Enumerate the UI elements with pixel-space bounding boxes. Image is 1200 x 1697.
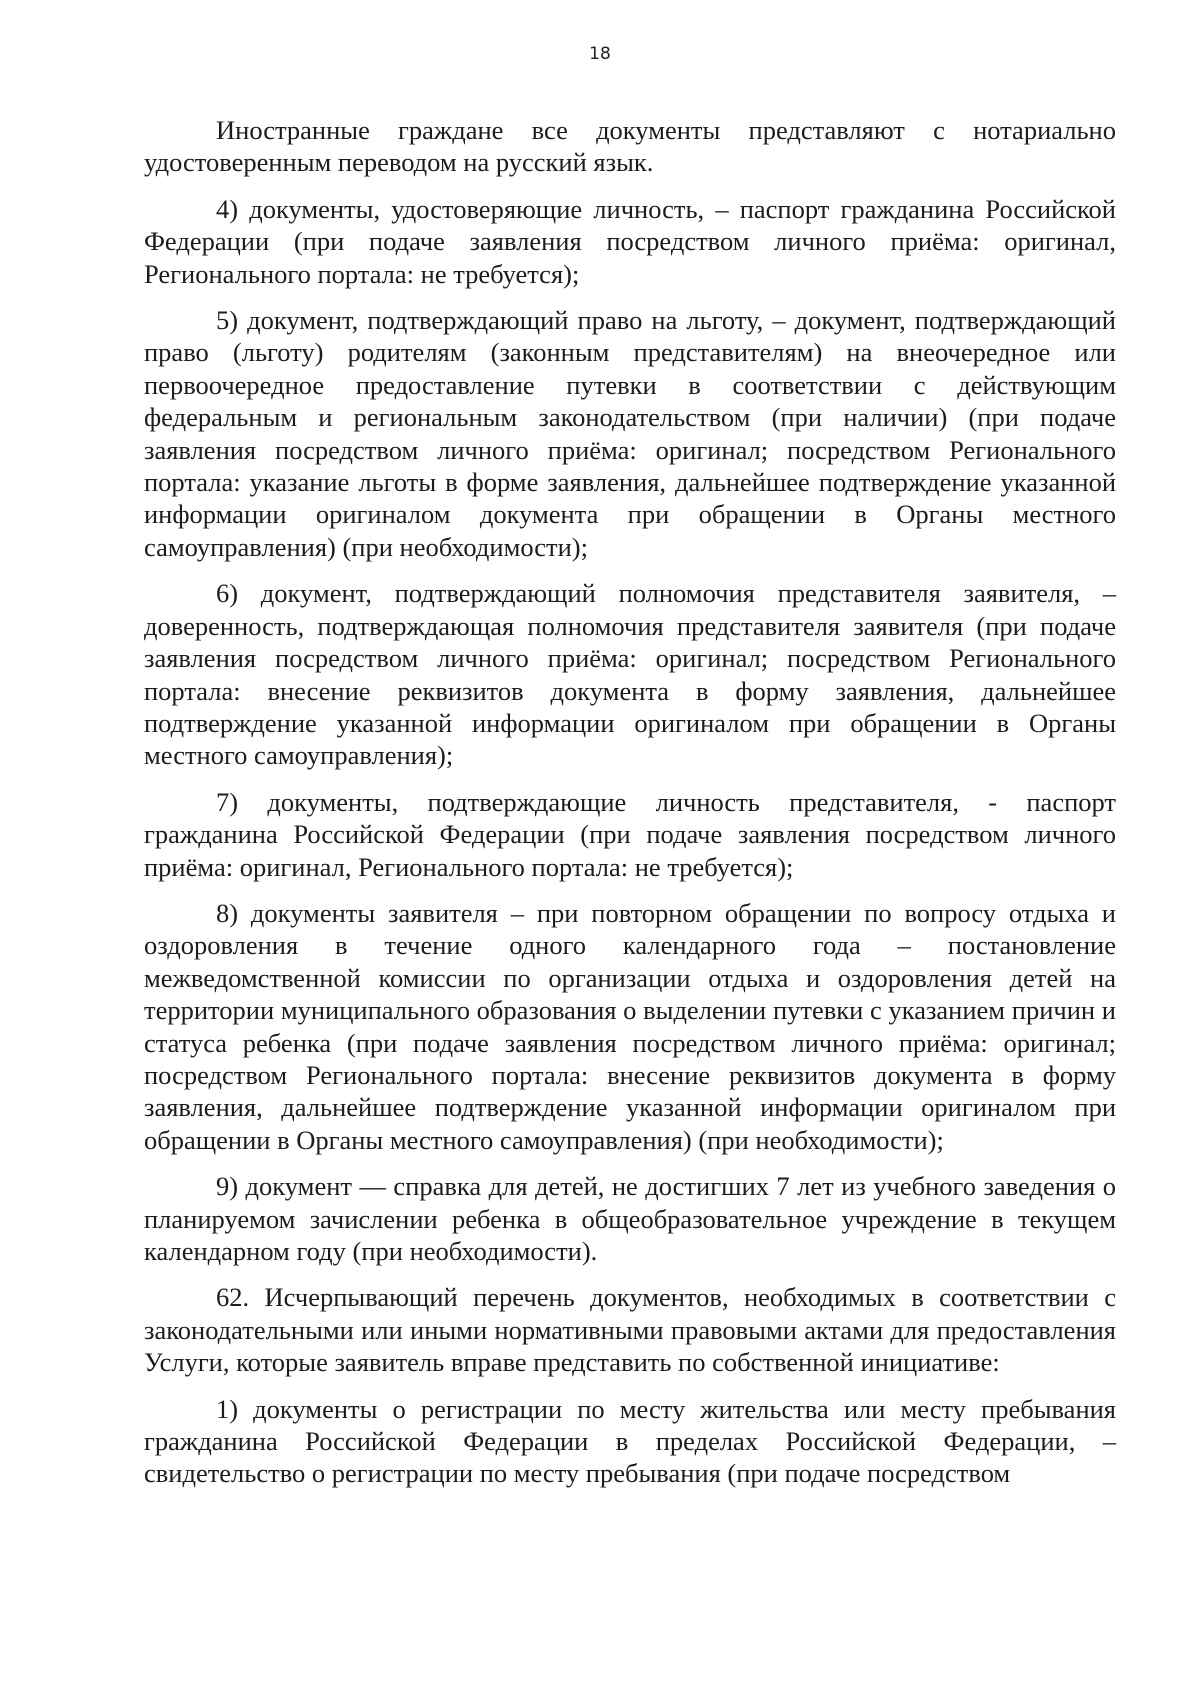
paragraph-item-8-applicant-documents: 8) документы заявителя – при повторном обращении по вопросу отдыха и оздоровления в течение одного календарного года – постановление межведомственной комиссии по организации отдыха и оздоровления детей на территории муниципального образования о выделении путевки с указанием причин и статуса ребенка (при подаче заявления посредством личного приёма: оригинал; посредством Регионального портала: внесение реквизитов документа в форму заявления, дальнейшее подтверждение указанной информации оригиналом при обращении в Органы местного самоуправления) (при необходимости); xyxy=(144,897,1116,1155)
paragraph-section-62: 62. Исчерпывающий перечень документов, необходимых в соответствии с законодательными или иными нормативными правовыми актами для предоставления Услуги, которые заявитель вправе представить по собственной инициативе: xyxy=(144,1282,1116,1378)
page-number: 18 xyxy=(589,44,611,64)
paragraph-foreign-citizens: Иностранные граждане все документы представляют с нотариально удостоверенным переводом на русский язык. xyxy=(144,115,1116,178)
paragraph-item-6-representative-authority: 6) документ, подтверждающий полномочия представителя заявителя, – доверенность, подтверждающая полномочия представителя заявителя (при подаче заявления посредством личного приёма: оригинал; посредством Регионального портала: внесение реквизитов документа в форму заявления, дальнейшее подтверждение указанной информации оригиналом при обращении в Органы местного самоуправления); xyxy=(144,578,1116,771)
paragraph-item-5-benefit-document: 5) документ, подтверждающий право на льготу, – документ, подтверждающий право (льготу) родителям (законным представителям) на внеочередное или первоочередное предоставление путевки в соответствии с действующим федеральным и региональным законодательством (при наличии) (при подаче заявления посредством личного приёма: оригинал; посредством Регионального портала: указание льготы в форме заявления, дальнейшее подтверждение указанной информации оригиналом документа при обращении в Органы местного самоуправления) (при необходимости); xyxy=(144,305,1116,562)
paragraph-item-7-representative-identity: 7) документы, подтверждающие личность представителя, - паспорт гражданина Российской Федерации (при подаче заявления посредством личного приёма: оригинал, Регионального портала: не требуется); xyxy=(144,786,1116,882)
paragraph-item-9-school-certificate: 9) документ — справка для детей, не достигших 7 лет из учебного заведения о планируемом зачислении ребенка в общеобразовательное учреждение в текущем календарном году (при необходимости). xyxy=(144,1171,1116,1266)
paragraph-section-62-item-1: 1) документы о регистрации по месту жительства или месту пребывания гражданина Российской Федерации в пределах Российской Федерации, – свидетельство о регистрации по месту пребывания (при подаче посредством xyxy=(144,1393,1116,1489)
paragraph-item-4-identity-documents: 4) документы, удостоверяющие личность, – паспорт гражданина Российской Федерации (при подаче заявления посредством личного приёма: оригинал, Регионального портала: не требуется); xyxy=(144,193,1116,289)
document-body xyxy=(144,114,1116,1504)
